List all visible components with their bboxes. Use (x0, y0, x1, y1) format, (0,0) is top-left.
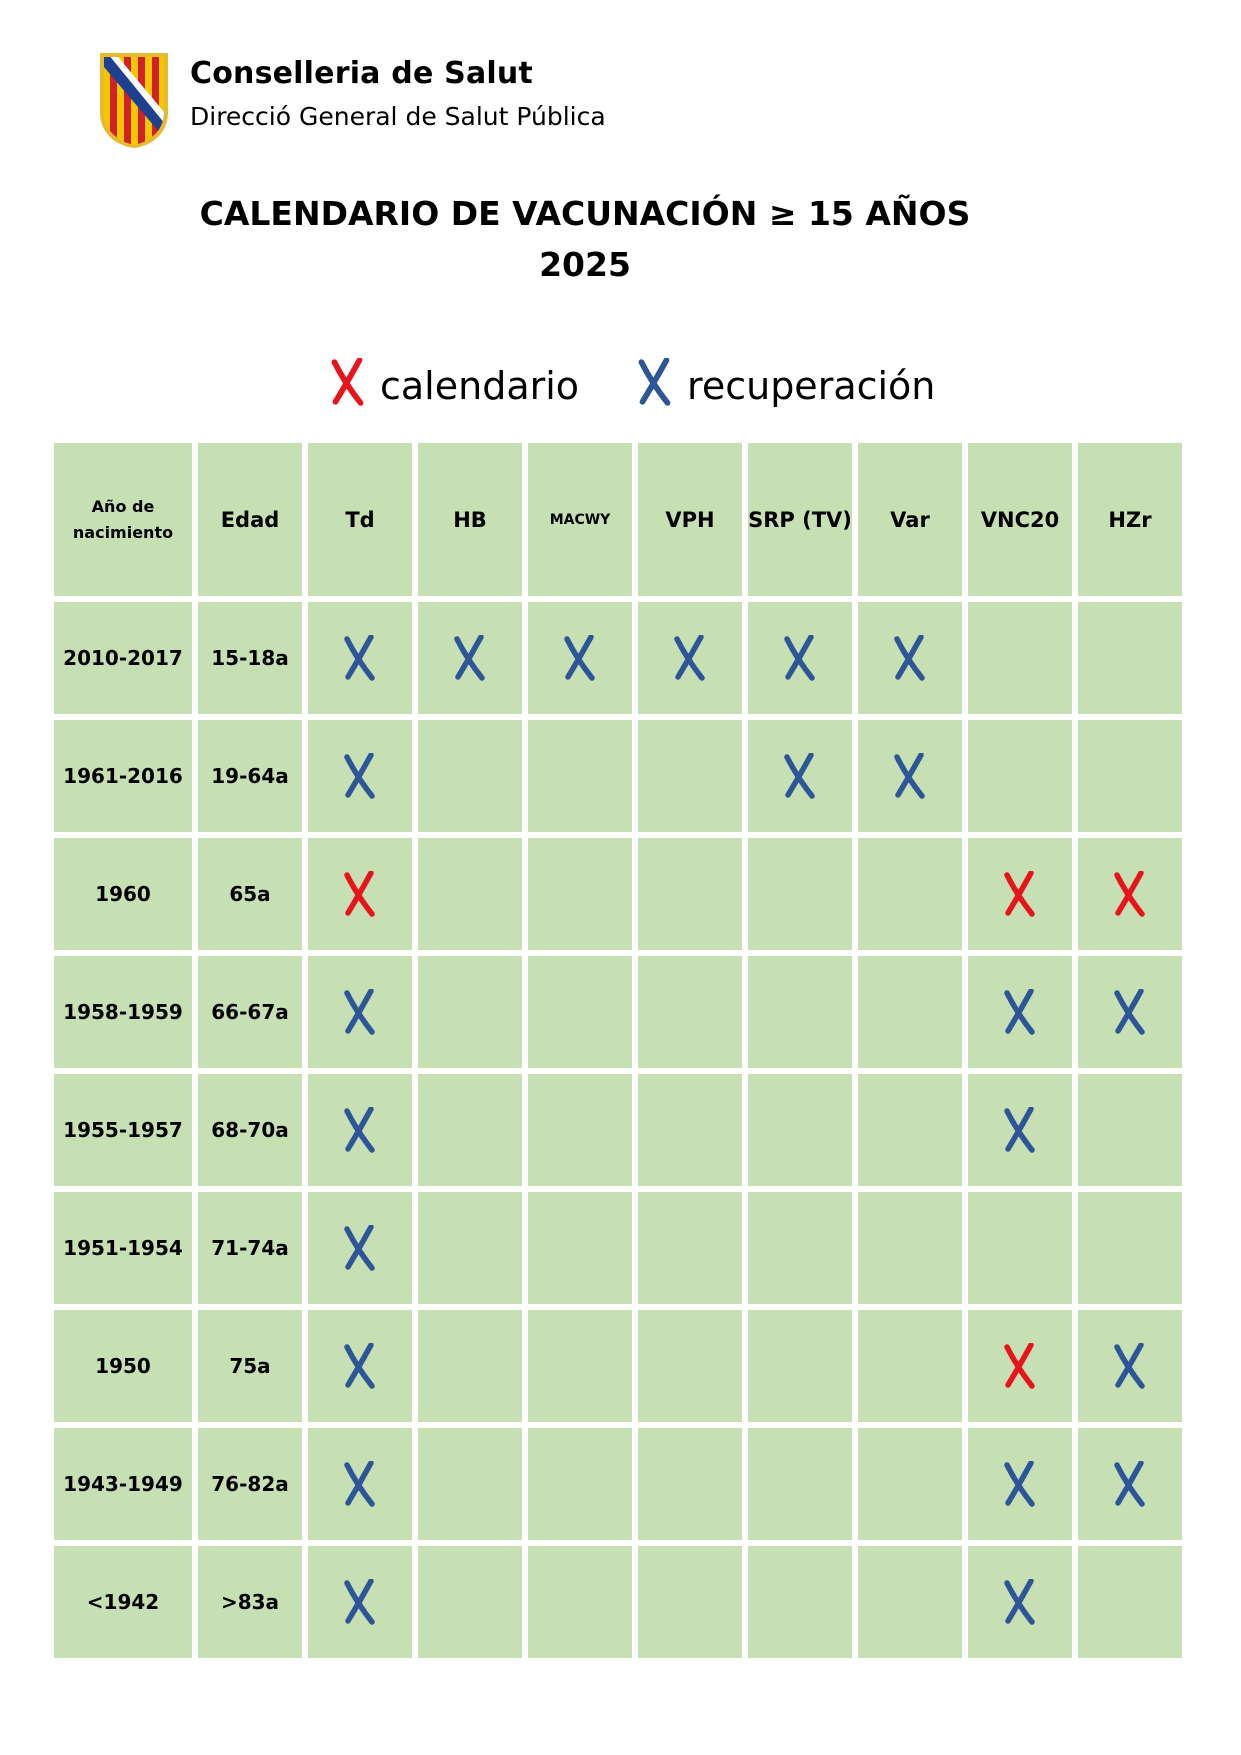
vaccine-cell-hzr (1078, 1428, 1182, 1540)
vaccine-cell-hzr (1078, 838, 1182, 950)
birth-year-cell: 2010-2017 (54, 602, 192, 714)
table-row (54, 1074, 1182, 1186)
blue-x-mark-icon (343, 1225, 377, 1271)
table-row (54, 1428, 1182, 1540)
vaccine-cell-var (858, 1546, 962, 1658)
blue-x-mark-icon (893, 635, 927, 681)
vaccine-cell-macwy (528, 838, 632, 950)
vaccine-cell-vph (638, 1074, 742, 1186)
age-cell: >83a (198, 1546, 302, 1658)
blue-x-mark-icon (343, 1461, 377, 1507)
vaccine-cell-hzr (1078, 1310, 1182, 1422)
table-row (54, 1192, 1182, 1304)
vaccine-cell-srp (748, 956, 852, 1068)
vaccine-cell-var (858, 956, 962, 1068)
age-cell: 68-70a (198, 1074, 302, 1186)
birth-year-cell: 1955-1957 (54, 1074, 192, 1186)
blue-x-mark-icon (1003, 1579, 1037, 1625)
age-cell: 71-74a (198, 1192, 302, 1304)
column-header-td: Td (308, 443, 412, 596)
blue-x-mark-icon (343, 1579, 377, 1625)
vaccine-cell-var (858, 1074, 962, 1186)
vaccine-cell-td (308, 1074, 412, 1186)
legend-label-calendario: calendario (380, 364, 580, 408)
column-header-birth-year: Año de nacimiento (54, 443, 192, 596)
table-row (54, 602, 1182, 714)
vaccine-cell-hb (418, 1074, 522, 1186)
blue-x-mark-icon (1113, 1461, 1147, 1507)
red-x-mark-icon (1003, 871, 1037, 917)
vaccine-cell-vph (638, 602, 742, 714)
blue-x-mark-icon (783, 753, 817, 799)
table-row (54, 1546, 1182, 1658)
vaccine-cell-hzr (1078, 1192, 1182, 1304)
column-header-hzr: HZr (1078, 443, 1182, 596)
vaccine-cell-vph (638, 838, 742, 950)
birth-year-cell: <1942 (54, 1546, 192, 1658)
age-cell: 65a (198, 838, 302, 950)
vaccine-cell-macwy (528, 1074, 632, 1186)
blue-x-mark-icon (343, 1107, 377, 1153)
table-row (54, 838, 1182, 950)
blue-x-mark-icon (343, 1343, 377, 1389)
vaccine-cell-vph (638, 1192, 742, 1304)
table-row (54, 956, 1182, 1068)
vaccine-cell-vnc20 (968, 1428, 1072, 1540)
vaccine-cell-macwy (528, 602, 632, 714)
vaccine-cell-vnc20 (968, 1074, 1072, 1186)
vaccine-cell-srp (748, 1428, 852, 1540)
table-body (54, 602, 1182, 1658)
vaccine-cell-srp (748, 1310, 852, 1422)
vaccine-cell-vnc20 (968, 602, 1072, 714)
birth-year-cell: 1943-1949 (54, 1428, 192, 1540)
vaccine-cell-vph (638, 956, 742, 1068)
vaccine-cell-hzr (1078, 602, 1182, 714)
organization-name: Conselleria de Salut (190, 56, 533, 91)
blue-x-mark-icon (1113, 989, 1147, 1035)
vaccine-cell-srp (748, 1074, 852, 1186)
vaccine-cell-var (858, 1310, 962, 1422)
vaccine-cell-srp (748, 720, 852, 832)
birth-year-cell: 1961-2016 (54, 720, 192, 832)
column-header-age: Edad (198, 443, 302, 596)
vaccine-cell-vph (638, 1310, 742, 1422)
vaccine-cell-td (308, 1310, 412, 1422)
vaccine-cell-vph (638, 1428, 742, 1540)
vaccine-cell-td (308, 1428, 412, 1540)
organization-subtitle: Direcció General de Salut Pública (190, 102, 606, 131)
blue-x-mark-icon (1003, 989, 1037, 1035)
vaccine-cell-vnc20 (968, 838, 1072, 950)
blue-x-mark-icon (563, 635, 597, 681)
vaccine-cell-hb (418, 956, 522, 1068)
column-header-vnc20: VNC20 (968, 443, 1072, 596)
column-header-hb: HB (418, 443, 522, 596)
vaccine-cell-hb (418, 1192, 522, 1304)
vaccine-cell-macwy (528, 1428, 632, 1540)
vaccine-cell-hzr (1078, 720, 1182, 832)
table-row (54, 1310, 1182, 1422)
legend-label-recuperacion: recuperación (687, 364, 936, 408)
vaccine-cell-hzr (1078, 956, 1182, 1068)
birth-year-cell: 1950 (54, 1310, 192, 1422)
vaccine-cell-vnc20 (968, 1192, 1072, 1304)
vaccine-cell-hb (418, 1310, 522, 1422)
balearic-coat-of-arms-logo (98, 52, 170, 148)
table-header-row (54, 443, 1182, 596)
legend-item-calendario (330, 358, 579, 415)
vaccine-cell-macwy (528, 956, 632, 1068)
vaccine-cell-hzr (1078, 1546, 1182, 1658)
vaccine-cell-td (308, 956, 412, 1068)
vaccine-cell-hb (418, 838, 522, 950)
legend (330, 358, 935, 414)
red-x-mark-icon (343, 871, 377, 917)
column-header-srp: SRP (TV) (748, 443, 852, 596)
birth-year-cell: 1951-1954 (54, 1192, 192, 1304)
vaccine-cell-hzr (1078, 1074, 1182, 1186)
age-cell: 19-64a (198, 720, 302, 832)
legend-item-recuperacion (637, 358, 935, 415)
vaccine-cell-td (308, 1192, 412, 1304)
vaccine-cell-srp (748, 838, 852, 950)
vaccine-cell-macwy (528, 1546, 632, 1658)
vaccine-cell-macwy (528, 1192, 632, 1304)
blue-x-mark-icon (1003, 1107, 1037, 1153)
vaccine-cell-hb (418, 720, 522, 832)
age-cell: 15-18a (198, 602, 302, 714)
vaccine-cell-macwy (528, 1310, 632, 1422)
age-cell: 75a (198, 1310, 302, 1422)
blue-x-mark-icon (343, 989, 377, 1035)
page-year: 2025 (539, 245, 631, 284)
vaccine-cell-vnc20 (968, 1310, 1072, 1422)
column-header-var: Var (858, 443, 962, 596)
vaccine-cell-vph (638, 720, 742, 832)
vaccine-cell-hb (418, 602, 522, 714)
vaccine-cell-td (308, 602, 412, 714)
vaccine-cell-macwy (528, 720, 632, 832)
blue-x-mark-icon (783, 635, 817, 681)
blue-x-mark-icon (343, 753, 377, 799)
blue-x-mark-icon (637, 358, 687, 415)
blue-x-mark-icon (1113, 1343, 1147, 1389)
red-x-mark-icon (1003, 1343, 1037, 1389)
vaccination-table (48, 437, 1188, 1664)
blue-x-mark-icon (893, 753, 927, 799)
vaccine-cell-td (308, 720, 412, 832)
blue-x-mark-icon (453, 635, 487, 681)
blue-x-mark-icon (343, 635, 377, 681)
vaccine-cell-var (858, 1428, 962, 1540)
blue-x-mark-icon (1003, 1461, 1037, 1507)
vaccine-cell-var (858, 720, 962, 832)
vaccine-cell-var (858, 1192, 962, 1304)
page-title: CALENDARIO DE VACUNACIÓN ≥ 15 AÑOS (199, 194, 971, 233)
vaccine-cell-vph (638, 1546, 742, 1658)
vaccine-cell-srp (748, 1546, 852, 1658)
vaccine-cell-hb (418, 1428, 522, 1540)
vaccine-cell-var (858, 838, 962, 950)
vaccine-cell-vnc20 (968, 956, 1072, 1068)
birth-year-cell: 1960 (54, 838, 192, 950)
red-x-mark-icon (330, 358, 380, 415)
vaccine-cell-vnc20 (968, 720, 1072, 832)
column-header-vph: VPH (638, 443, 742, 596)
age-cell: 76-82a (198, 1428, 302, 1540)
vaccine-cell-td (308, 838, 412, 950)
table-row (54, 720, 1182, 832)
vaccine-cell-srp (748, 602, 852, 714)
vaccine-cell-td (308, 1546, 412, 1658)
age-cell: 66-67a (198, 956, 302, 1068)
vaccine-cell-srp (748, 1192, 852, 1304)
column-header-macwy: MACWY (528, 443, 632, 596)
vaccine-cell-hb (418, 1546, 522, 1658)
birth-year-cell: 1958-1959 (54, 956, 192, 1068)
red-x-mark-icon (1113, 871, 1147, 917)
vaccine-cell-var (858, 602, 962, 714)
blue-x-mark-icon (673, 635, 707, 681)
vaccine-cell-vnc20 (968, 1546, 1072, 1658)
